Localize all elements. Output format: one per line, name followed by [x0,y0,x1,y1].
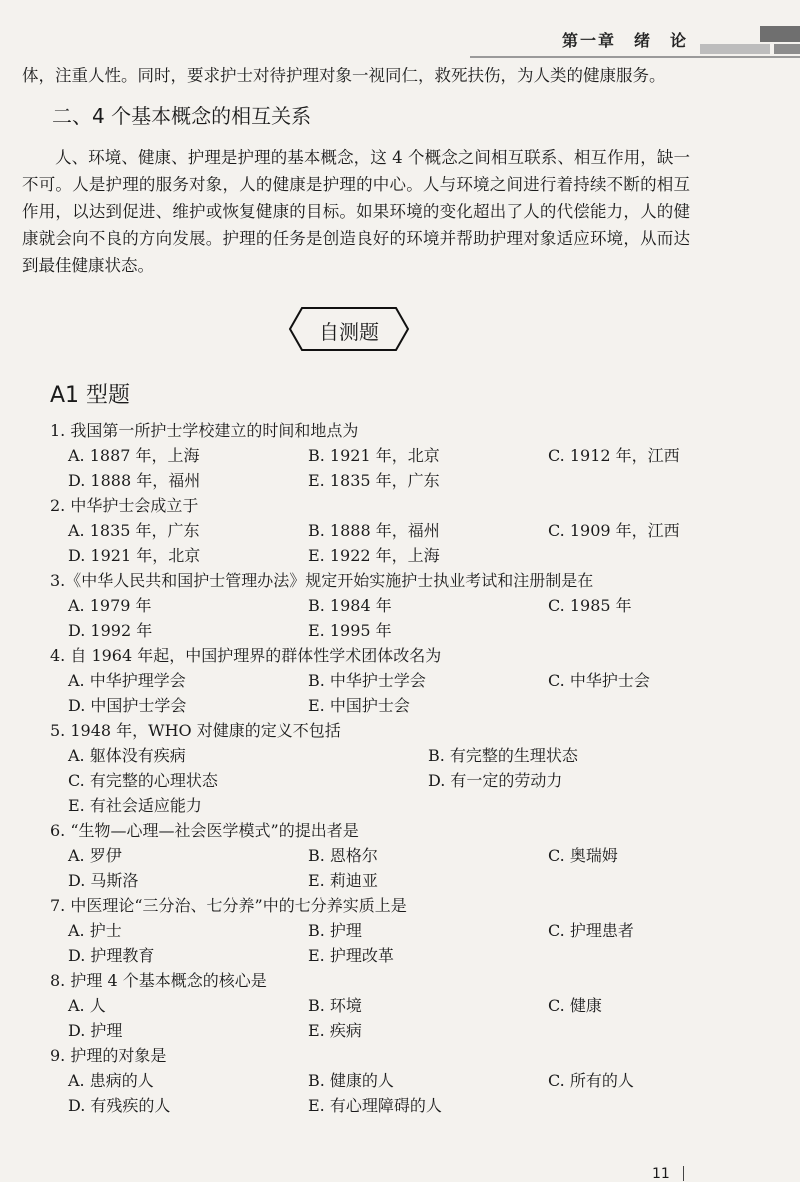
section-paragraph: 人、环境、健康、护理是护理的基本概念，这 4 个概念之间相互联系、相互作用，缺一不可。人是护理的服务对象，人的健康是护理的中心。人与环境之间进行着持续不断的相互作用，以达到促进、维护或恢复健康的目标。如果环境的变化超出了人的代偿能力，人的健康就会向不良的方向发展。护理的任务是创造良好的环境并帮助护理对象适应环境，从而达到最佳健康状态。 [22,148,690,275]
option-b: B. 护理 [308,921,362,940]
question-7 [0,893,800,968]
question-9 [0,1043,800,1118]
option-b: B. 1984 年 [308,596,392,615]
option-d: D. 有一定的劳动力 [428,771,563,790]
option-c: C. 所有的人 [548,1071,634,1090]
option-e: E. 1995 年 [308,621,392,640]
option-d: D. 中国护士学会 [68,696,187,715]
question-stem: 1. 我国第一所护士学校建立的时间和地点为 [50,421,359,440]
page-footer [0,1166,800,1181]
option-c: C. 1985 年 [548,596,632,615]
option-d: D. 1921 年，北京 [68,546,201,565]
option-b: B. 恩格尔 [308,846,378,865]
question-stem: 8. 护理 4 个基本概念的核心是 [50,971,267,990]
top-paragraph: 体，注重人性。同时，要求护士对待护理对象一视同仁，救死扶伤，为人类的健康服务。 [22,66,666,85]
option-e: E. 有社会适应能力 [68,796,202,815]
question-2 [0,493,800,568]
option-a: A. 1979 年 [68,596,152,615]
self-test-label: 自测题 [319,320,379,344]
option-b: B. 环境 [308,996,362,1015]
option-c: C. 有完整的心理状态 [68,771,218,790]
option-e: E. 1835 年，广东 [308,471,440,490]
question-5 [0,718,800,818]
option-a: A. 护士 [68,921,122,940]
option-a: A. 躯体没有疾病 [68,746,186,765]
option-d: D. 1888 年，福州 [68,471,201,490]
running-header [470,26,800,56]
option-c: C. 1912 年，江西 [548,446,680,465]
option-a: A. 人 [68,996,106,1015]
option-d: D. 1992 年 [68,621,153,640]
page-number-rule [683,1166,684,1181]
question-stem: 7. 中医理论“三分治、七分养”中的七分养实质上是 [50,896,407,915]
question-6 [0,818,800,893]
option-e: E. 护理改革 [308,946,394,965]
option-b: B. 1888 年，福州 [308,521,440,540]
question-3 [0,568,800,643]
option-a: A. 中华护理学会 [68,671,186,690]
option-e: E. 中国护士会 [308,696,410,715]
option-c: C. 护理患者 [548,921,634,940]
option-e: E. 1922 年，上海 [308,546,440,565]
option-a: A. 罗伊 [68,846,122,865]
self-test-badge [288,306,410,352]
option-d: D. 有残疾的人 [68,1096,171,1115]
option-d: D. 护理 [68,1021,123,1040]
option-e: E. 有心理障碍的人 [308,1096,442,1115]
question-stem: 3.《中华人民共和国护士管理办法》规定开始实施护士执业考试和注册制是在 [50,571,594,590]
option-d: D. 护理教育 [68,946,155,965]
option-c: C. 健康 [548,996,602,1015]
question-stem: 5. 1948 年，WHO 对健康的定义不包括 [50,721,341,740]
section-title: 二、4 个基本概念的相互关系 [52,104,312,128]
option-a: A. 患病的人 [68,1071,154,1090]
header-decoration [700,26,800,60]
option-b: B. 1921 年，北京 [308,446,440,465]
question-1 [0,418,800,493]
question-list [0,418,800,1118]
question-type-heading: A1 型题 [50,383,131,408]
page-number: 11 [652,1166,670,1182]
question-4 [0,643,800,718]
question-8 [0,968,800,1043]
question-stem: 9. 护理的对象是 [50,1046,167,1065]
option-c: C. 1909 年，江西 [548,521,680,540]
option-c: C. 中华护士会 [548,671,650,690]
option-d: D. 马斯洛 [68,871,139,890]
option-b: B. 有完整的生理状态 [428,746,578,765]
option-b: B. 健康的人 [308,1071,394,1090]
question-stem: 2. 中华护士会成立于 [50,496,199,515]
question-stem: 6. “生物—心理—社会医学模式”的提出者是 [50,821,359,840]
chapter-title: 第一章 绪 论 [561,31,688,50]
question-stem: 4. 自 1964 年起，中国护理界的群体性学术团体改名为 [50,646,442,665]
option-a: A. 1887 年，上海 [68,446,200,465]
option-a: A. 1835 年，广东 [68,521,200,540]
option-b: B. 中华护士学会 [308,671,426,690]
option-e: E. 莉迪亚 [308,871,378,890]
option-e: E. 疾病 [308,1021,362,1040]
option-c: C. 奥瑞姆 [548,846,618,865]
